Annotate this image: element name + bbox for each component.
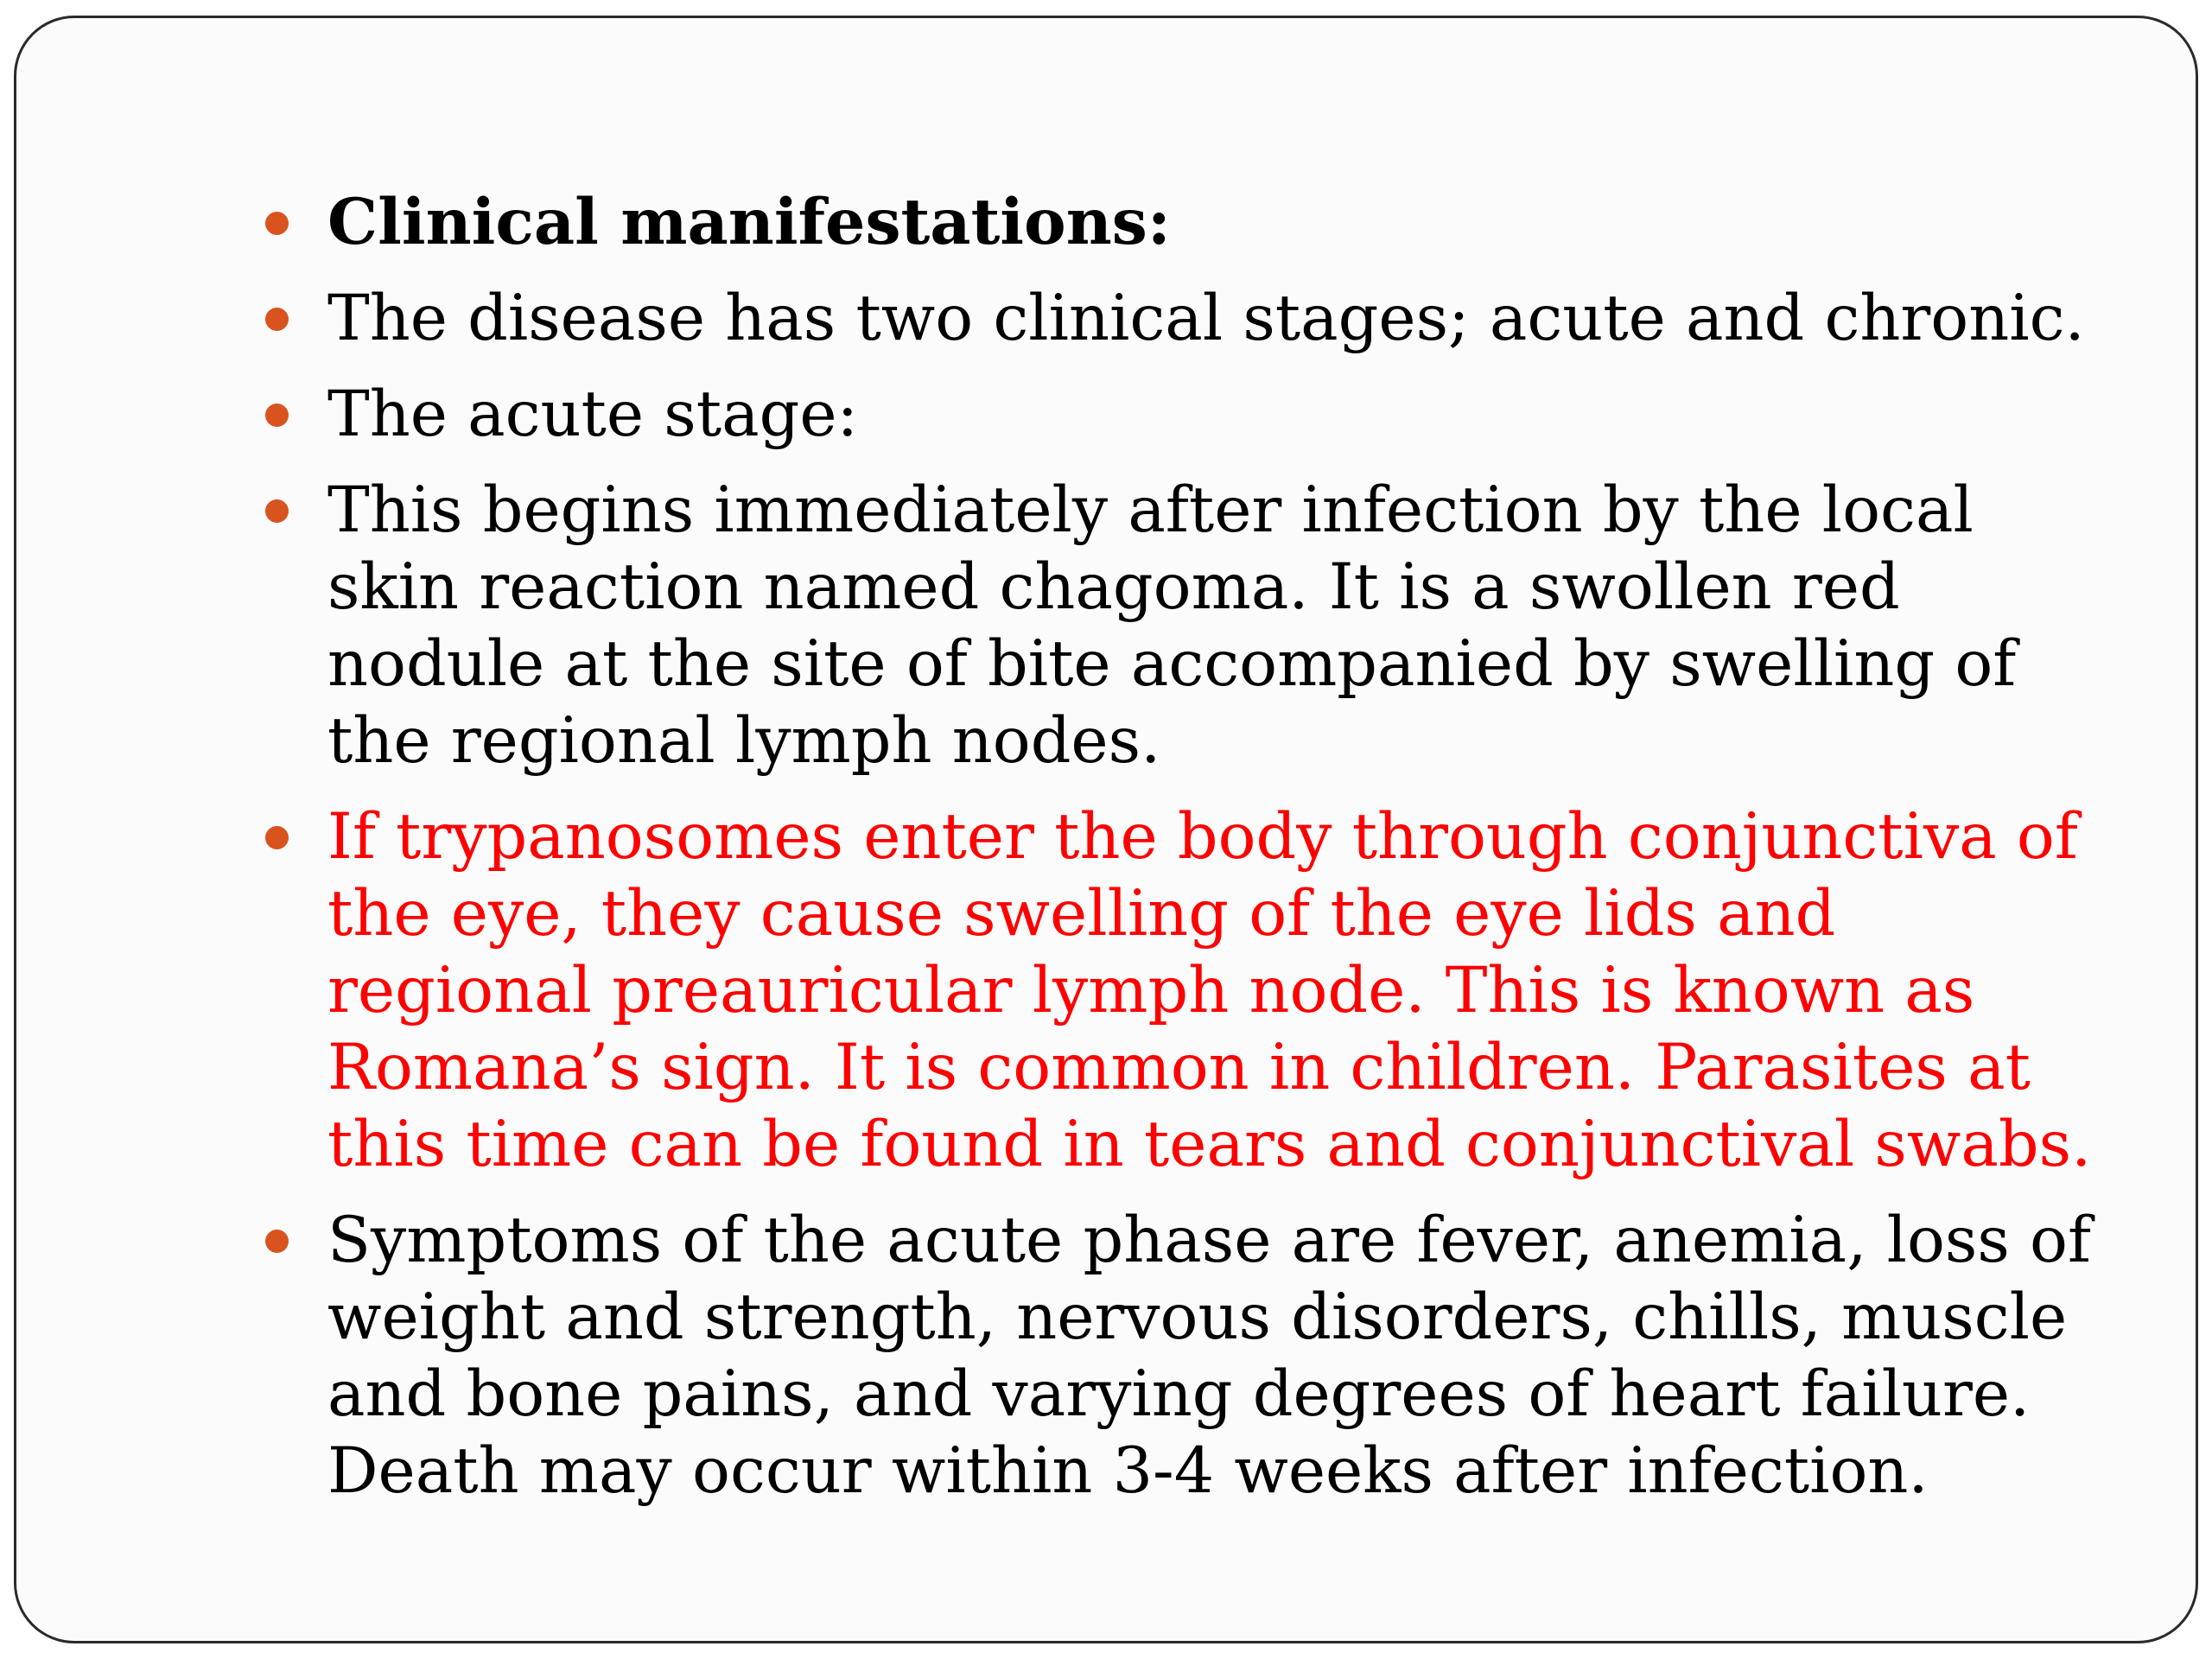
bullet-item-romana-sign: [258, 798, 2107, 1183]
bullet-item-chagoma: [258, 472, 2107, 779]
bullet-text: This begins immediately after infection by the local skin reaction named chagoma. It is a swollen red nodule at the site of bite accompanied by swelling of the regional lymph nodes.: [327, 474, 2017, 778]
bullet-item-acute-stage: [258, 376, 2107, 453]
bullet-dot-icon: [265, 499, 289, 523]
bullet-dot-icon: [265, 212, 289, 235]
slide: [14, 16, 2198, 1643]
bullet-dot-icon: [265, 826, 289, 849]
bullet-text: Symptoms of the acute phase are fever, anemia, loss of weight and strength, nervous disorders, chills, muscle and bone pains, and varying degrees of heart failure. Death may occur within 3-4 weeks after infection.: [327, 1204, 2092, 1508]
bullet-dot-icon: [265, 1230, 289, 1253]
bullet-text: Clinical manifestations:: [327, 185, 1171, 259]
bullet-item-heading: [258, 184, 2107, 261]
bullet-text: If trypanosomes enter the body through conjunctiva of the eye, they cause swelling of the eye lids and regional preauricular lymph node. This is known as Romana’s sign. It is common in children. Parasites at this time can be found in tears and conjunctival swabs.: [327, 800, 2092, 1181]
bullet-dot-icon: [265, 308, 289, 331]
bullet-dot-icon: [265, 404, 289, 427]
bullet-item-symptoms: [258, 1202, 2107, 1510]
bullet-text: The disease has two clinical stages; acute and chronic.: [327, 282, 2085, 355]
bullet-item-stages: [258, 280, 2107, 357]
bullet-text: The acute stage:: [327, 378, 859, 451]
bullet-list: [258, 184, 2107, 1529]
